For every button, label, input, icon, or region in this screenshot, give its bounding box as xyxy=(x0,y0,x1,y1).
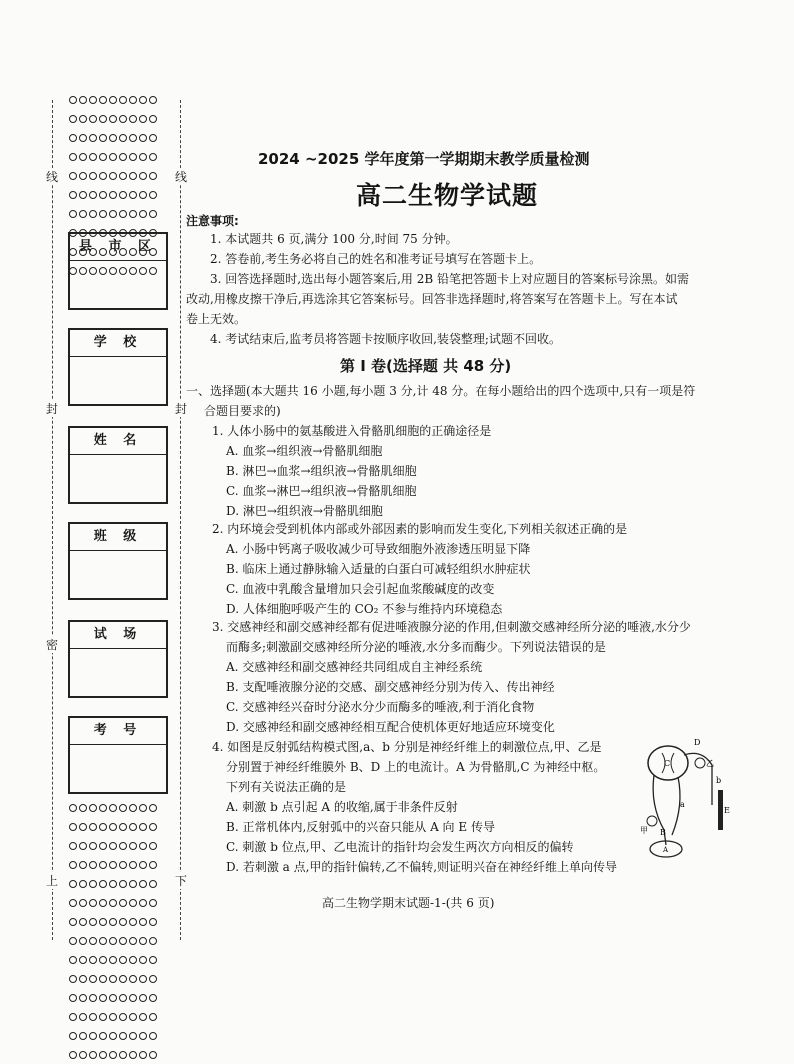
notice-item: 4. 考试结束后,监考员将答题卡按顺序收回,装袋整理;试题不回收。 xyxy=(210,332,561,346)
dot-pattern-top xyxy=(68,90,160,200)
dot xyxy=(119,823,127,831)
dot xyxy=(89,1051,97,1059)
dot xyxy=(69,823,77,831)
page-footer: 高二生物学期末试题-1-(共 6 页) xyxy=(322,896,495,910)
option[interactable]: A. 血浆→组织液→骨骼肌细胞 xyxy=(226,444,383,458)
dot xyxy=(129,975,137,983)
dot xyxy=(89,918,97,926)
figure-label: D xyxy=(694,738,701,747)
dot xyxy=(89,191,97,199)
dot xyxy=(79,172,87,180)
dot xyxy=(79,975,87,983)
dot xyxy=(149,861,157,869)
dot xyxy=(119,134,127,142)
dot xyxy=(149,172,157,180)
field-exam-number[interactable]: 考 号 xyxy=(68,716,168,794)
figure-label: A xyxy=(663,846,669,854)
question-stem: 而酶多;刺激副交感神经所分泌的唾液,水分多而酶少。下列说法错误的是 xyxy=(226,640,606,654)
option[interactable]: B. 支配唾液腺分泌的交感、副交感神经分别为传入、传出神经 xyxy=(226,680,555,694)
dot xyxy=(69,918,77,926)
dot xyxy=(89,956,97,964)
dot xyxy=(89,823,97,831)
dot xyxy=(89,937,97,945)
dot xyxy=(109,153,117,161)
dot xyxy=(139,956,147,964)
dot xyxy=(139,1013,147,1021)
dot xyxy=(139,96,147,104)
dot xyxy=(149,975,157,983)
dot xyxy=(149,191,157,199)
dot xyxy=(139,899,147,907)
notice-item: 2. 答卷前,考生务必将自己的姓名和准考证号填写在答题卡上。 xyxy=(210,252,542,266)
dot xyxy=(129,210,137,218)
dot xyxy=(119,115,127,123)
dot xyxy=(149,1051,157,1059)
dot xyxy=(109,823,117,831)
question-stem: 3. 交感神经和副交感神经都有促进唾液腺分泌的作用,但刺激交感神经所分泌的唾液,水分少 xyxy=(212,620,691,634)
dot xyxy=(99,956,107,964)
dot xyxy=(139,804,147,812)
dot xyxy=(99,115,107,123)
question-stem: 2. 内环境会受到机体内部或外部因素的影响而发生变化,下列相关叙述正确的是 xyxy=(212,522,628,536)
dot xyxy=(89,861,97,869)
dot xyxy=(99,210,107,218)
option[interactable]: D. 交感神经和副交感神经相互配合使机体更好地适应环境变化 xyxy=(226,720,555,734)
dot xyxy=(109,937,117,945)
figure-label: E xyxy=(724,806,730,815)
dot xyxy=(89,96,97,104)
dot xyxy=(139,937,147,945)
reflex-arc-figure xyxy=(640,735,730,860)
effector-e xyxy=(718,790,723,830)
dot xyxy=(79,804,87,812)
dot xyxy=(99,1032,107,1040)
figure-label: B xyxy=(660,828,666,837)
dot xyxy=(89,210,97,218)
dot xyxy=(119,880,127,888)
dot xyxy=(109,134,117,142)
dot xyxy=(69,937,77,945)
dot xyxy=(149,842,157,850)
dot xyxy=(69,1032,77,1040)
dot xyxy=(129,937,137,945)
cut-line-left xyxy=(52,100,53,940)
dot xyxy=(89,134,97,142)
dot xyxy=(129,1051,137,1059)
dot xyxy=(79,210,87,218)
dot xyxy=(89,975,97,983)
binding-margin xyxy=(0,0,190,1028)
dot xyxy=(99,937,107,945)
dot xyxy=(109,994,117,1002)
dot xyxy=(79,134,87,142)
option[interactable]: B. 淋巴→血浆→组织液→骨骼肌细胞 xyxy=(226,464,417,478)
dot xyxy=(139,842,147,850)
figure-label: C xyxy=(664,759,671,768)
figure-label: 乙 xyxy=(706,759,714,768)
dot xyxy=(99,804,107,812)
dot xyxy=(109,880,117,888)
option[interactable]: C. 血浆→淋巴→组织液→骨骼肌细胞 xyxy=(226,484,417,498)
dot xyxy=(139,172,147,180)
dot xyxy=(129,191,137,199)
question-stem: 下列有关说法正确的是 xyxy=(226,780,347,794)
dot xyxy=(69,210,77,218)
dot xyxy=(99,96,107,104)
dot xyxy=(89,842,97,850)
question-stem: 分别置于神经纤维膜外 B、D 上的电流计。A 为骨骼肌,C 为神经中枢。 xyxy=(226,760,606,774)
dot xyxy=(109,975,117,983)
option[interactable]: C. 刺激 b 位点,甲、乙电流计的指针均会发生两次方向相反的偏转 xyxy=(226,840,574,854)
dot xyxy=(149,134,157,142)
dot xyxy=(149,956,157,964)
dot xyxy=(69,1013,77,1021)
option[interactable]: C. 血液中乳酸含量增加只会引起血浆酸碱度的改变 xyxy=(226,582,495,596)
dot xyxy=(109,1032,117,1040)
dot xyxy=(89,153,97,161)
dot xyxy=(99,899,107,907)
section-intro: 合题目要求的) xyxy=(204,404,281,418)
dot xyxy=(129,1032,137,1040)
dot xyxy=(119,96,127,104)
dot xyxy=(109,172,117,180)
figure-label: 甲 xyxy=(640,826,648,835)
dot xyxy=(129,96,137,104)
cut-mark-xian-right: 线 xyxy=(175,170,188,184)
cut-mark-feng-right: 封 xyxy=(175,402,188,416)
dot xyxy=(149,210,157,218)
cut-mark-mi: 密 xyxy=(46,638,59,652)
dot xyxy=(119,861,127,869)
dot xyxy=(99,994,107,1002)
dot xyxy=(139,210,147,218)
dot xyxy=(119,1051,127,1059)
dot xyxy=(139,153,147,161)
dot xyxy=(89,1032,97,1040)
dot xyxy=(99,861,107,869)
dot xyxy=(89,880,97,888)
dot xyxy=(149,96,157,104)
option[interactable]: B. 临床上通过静脉输入适量的白蛋白可减轻组织水肿症状 xyxy=(226,562,531,576)
dot xyxy=(149,899,157,907)
dot xyxy=(119,172,127,180)
dot xyxy=(119,956,127,964)
dot xyxy=(69,172,77,180)
dot xyxy=(109,861,117,869)
dot xyxy=(89,115,97,123)
dot xyxy=(79,96,87,104)
dot xyxy=(109,804,117,812)
option[interactable]: A. 交感神经和副交感神经共同组成自主神经系统 xyxy=(226,660,483,674)
section-intro: 一、选择题(本大题共 16 小题,每小题 3 分,计 48 分。在每小题给出的四个选项中,只有一项是符 xyxy=(186,384,696,398)
dot xyxy=(69,994,77,1002)
dot xyxy=(99,1051,107,1059)
dot xyxy=(79,880,87,888)
dot xyxy=(79,899,87,907)
dot xyxy=(119,842,127,850)
dot xyxy=(129,956,137,964)
dot xyxy=(139,1051,147,1059)
dot xyxy=(149,937,157,945)
dot xyxy=(69,975,77,983)
dot xyxy=(89,899,97,907)
dot xyxy=(69,134,77,142)
cut-line-right xyxy=(180,100,181,940)
dot xyxy=(119,1013,127,1021)
dot xyxy=(99,823,107,831)
dot xyxy=(69,191,77,199)
dot xyxy=(89,804,97,812)
notice-heading: 注意事项: xyxy=(186,214,239,228)
field-school[interactable]: 学 校 xyxy=(68,328,168,406)
dot xyxy=(69,153,77,161)
dot xyxy=(99,1013,107,1021)
dot xyxy=(129,899,137,907)
dot xyxy=(79,956,87,964)
exam-name: 2024 ~2025 学年度第一学期期末教学质量检测 xyxy=(258,150,590,168)
dot xyxy=(119,994,127,1002)
notice-item: 3. 回答选择题时,选出每小题答案后,用 2B 铅笔把答题卡上对应题目的答案标号涂黑。如需 xyxy=(210,272,689,286)
dot xyxy=(79,861,87,869)
dot xyxy=(139,975,147,983)
dot xyxy=(129,918,137,926)
notice-item: 改动,用橡皮擦干净后,再选涂其它答案标号。回答非选择题时,将答案写在答题卡上。写在本试 xyxy=(186,292,678,306)
dot xyxy=(89,994,97,1002)
notice-item: 卷上无效。 xyxy=(186,312,247,326)
option[interactable]: D. 人体细胞呼吸产生的 CO₂ 不参与维持内环境稳态 xyxy=(226,602,503,616)
dot xyxy=(79,1051,87,1059)
dot xyxy=(129,861,137,869)
dot xyxy=(69,842,77,850)
dot xyxy=(79,823,87,831)
dot xyxy=(69,880,77,888)
dot xyxy=(79,918,87,926)
dot xyxy=(139,191,147,199)
option[interactable]: B. 正常机体内,反射弧中的兴奋只能从 A 向 E 传导 xyxy=(226,820,495,834)
dot xyxy=(139,918,147,926)
dot xyxy=(129,823,137,831)
dot xyxy=(149,804,157,812)
dot xyxy=(109,1013,117,1021)
option[interactable]: D. 淋巴→组织液→骨骼肌细胞 xyxy=(226,504,383,518)
dot xyxy=(69,115,77,123)
option[interactable]: C. 交感神经兴奋时分泌水分少而酶多的唾液,利于消化食物 xyxy=(226,700,535,714)
dot xyxy=(79,153,87,161)
dot xyxy=(99,172,107,180)
field-name[interactable]: 姓 名 xyxy=(68,426,168,504)
dot xyxy=(69,804,77,812)
dot xyxy=(119,975,127,983)
cut-mark-feng: 封 xyxy=(46,402,59,416)
dot xyxy=(99,880,107,888)
dot xyxy=(99,975,107,983)
dot xyxy=(69,96,77,104)
dot xyxy=(69,861,77,869)
dot xyxy=(149,823,157,831)
dot xyxy=(149,994,157,1002)
dot xyxy=(79,937,87,945)
dot xyxy=(109,918,117,926)
dot xyxy=(129,842,137,850)
question-stem: 4. 如图是反射弧结构模式图,a、b 分别是神经纤维上的刺激位点,甲、乙是 xyxy=(212,740,602,754)
dot xyxy=(149,1013,157,1021)
dot xyxy=(79,191,87,199)
dot xyxy=(139,115,147,123)
dot xyxy=(129,1013,137,1021)
dot xyxy=(119,1032,127,1040)
dot xyxy=(119,210,127,218)
dot xyxy=(79,1013,87,1021)
dot xyxy=(109,96,117,104)
dot xyxy=(79,842,87,850)
dot xyxy=(139,823,147,831)
dot xyxy=(109,115,117,123)
dot xyxy=(149,1032,157,1040)
page-title: 高二生物学试题 xyxy=(356,181,539,210)
field-exam-room[interactable]: 试 场 xyxy=(68,620,168,698)
dot xyxy=(69,956,77,964)
dot xyxy=(99,191,107,199)
section-title: 第 I 卷(选择题 共 48 分) xyxy=(340,357,512,375)
dot xyxy=(119,918,127,926)
figure-label: b xyxy=(716,776,722,785)
option[interactable]: A. 小肠中钙离子吸收减少可导致细胞外液渗透压明显下降 xyxy=(226,542,531,556)
dot-pattern-bottom xyxy=(68,798,160,948)
dot xyxy=(99,842,107,850)
dot xyxy=(149,880,157,888)
dot xyxy=(119,804,127,812)
dot xyxy=(109,842,117,850)
cut-mark-shang: 上 xyxy=(46,874,59,888)
dot xyxy=(129,134,137,142)
dot xyxy=(139,880,147,888)
dot xyxy=(109,210,117,218)
dot xyxy=(149,115,157,123)
cut-mark-xian: 线 xyxy=(46,170,59,184)
dot xyxy=(109,1051,117,1059)
dot xyxy=(129,153,137,161)
field-county[interactable]: 县 市 区 xyxy=(68,232,168,310)
figure-label: a xyxy=(680,800,685,809)
dot xyxy=(139,1032,147,1040)
dot xyxy=(99,134,107,142)
dot xyxy=(69,1051,77,1059)
dot xyxy=(109,191,117,199)
dot xyxy=(89,172,97,180)
dot xyxy=(129,172,137,180)
dot xyxy=(99,918,107,926)
field-class[interactable]: 班 级 xyxy=(68,522,168,600)
dot xyxy=(69,899,77,907)
dot xyxy=(149,918,157,926)
dot xyxy=(129,115,137,123)
dot xyxy=(109,899,117,907)
dot xyxy=(119,191,127,199)
dot xyxy=(129,994,137,1002)
dot xyxy=(139,994,147,1002)
dot xyxy=(79,994,87,1002)
option[interactable]: D. 若刺激 a 点,甲的指针偏转,乙不偏转,则证明兴奋在神经纤维上单向传导 xyxy=(226,860,618,874)
dot xyxy=(129,804,137,812)
dot xyxy=(79,115,87,123)
dot xyxy=(109,956,117,964)
dot xyxy=(119,153,127,161)
dot xyxy=(139,861,147,869)
dot xyxy=(119,899,127,907)
dot xyxy=(79,1032,87,1040)
dot xyxy=(99,153,107,161)
notice-item: 1. 本试题共 6 页,满分 100 分,时间 75 分钟。 xyxy=(210,232,458,246)
dot xyxy=(149,153,157,161)
dot xyxy=(89,1013,97,1021)
dot xyxy=(129,880,137,888)
dot xyxy=(139,134,147,142)
option[interactable]: A. 刺激 b 点引起 A 的收缩,属于非条件反射 xyxy=(226,800,458,814)
cut-mark-xia: 下 xyxy=(175,874,188,888)
question-stem: 1. 人体小肠中的氨基酸进入骨骼肌细胞的正确途径是 xyxy=(212,424,492,438)
dot xyxy=(119,937,127,945)
